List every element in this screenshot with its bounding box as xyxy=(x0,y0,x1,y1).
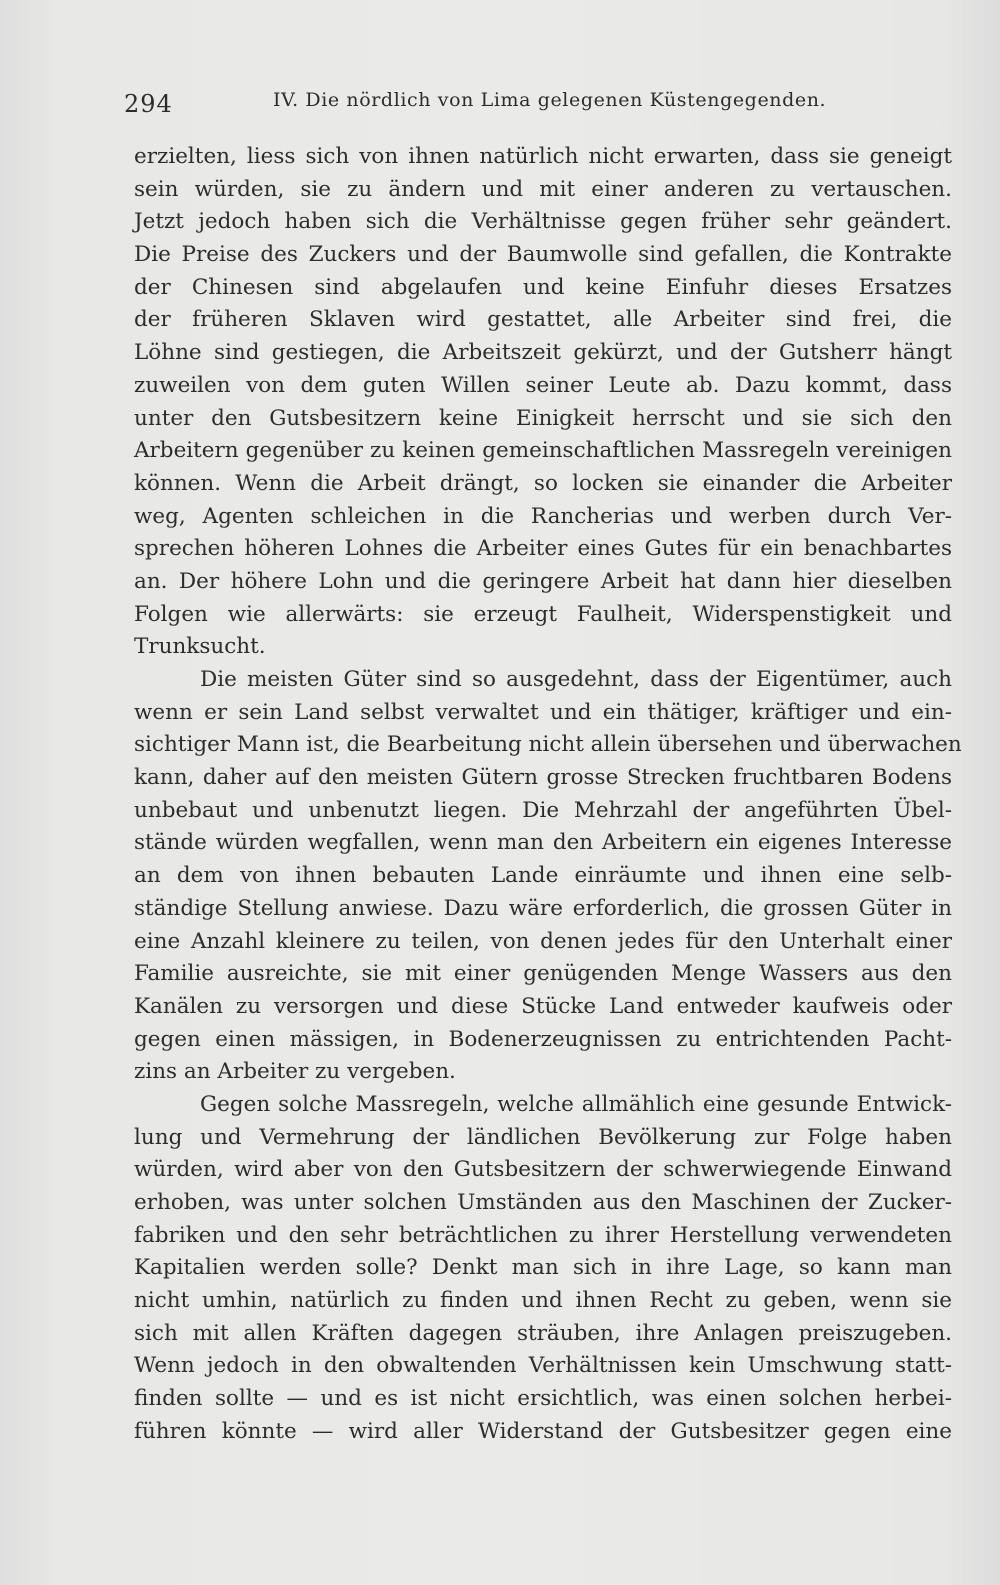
text-line: würden, wird aber von den Gutsbesitzern der schwerwiegende Einwand xyxy=(134,1157,952,1183)
paragraph-first-line: Gegen solche Massregeln, welche allmählich eine gesunde Entwick- xyxy=(200,1091,952,1117)
text-line: sichtiger Mann ist, die Bearbeitung nicht allein übersehen und überwachen xyxy=(134,732,962,758)
text-line: zuweilen von dem guten Willen seiner Leute ab. Dazu kommt, dass xyxy=(134,372,952,398)
text-line: erzielten, liess sich von ihnen natürlich nicht erwarten, dass sie geneigt xyxy=(134,144,952,169)
text-line: führen könnte — wird aller Widerstand der Gutsbesitzer gegen eine xyxy=(134,1418,952,1444)
page-header xyxy=(0,0,1000,140)
running-head: IV. Die nördlich von Lima gelegenen Küstengegenden. xyxy=(273,89,827,111)
text-line: an. Der höhere Lohn und die geringere Arbeit hat dann hier dieselben xyxy=(134,568,952,594)
text-line: Familie ausreichte, sie mit einer genügenden Menge Wassers aus den xyxy=(134,961,952,987)
text-line: an dem von ihnen bebauten Lande einräumte und ihnen eine selb- xyxy=(134,863,952,889)
text-line: sein würden, sie zu ändern und mit einer anderen zu vertauschen. xyxy=(134,176,952,202)
text-line: stände würden wegfallen, wenn man den Arbeitern ein eigenes Interesse xyxy=(134,830,952,856)
text-line: unter den Gutsbesitzern keine Einigkeit herrscht und sie sich den xyxy=(134,405,952,431)
text-line: nicht umhin, natürlich zu finden und ihnen Recht zu geben, wenn sie xyxy=(134,1288,952,1314)
text-line: gegen einen mässigen, in Bodenerzeugnissen zu entrichtenden Pacht- xyxy=(134,1026,952,1052)
text-line: ständige Stellung anwiese. Dazu wäre erforderlich, die grossen Güter in xyxy=(134,895,952,921)
text-line: wenn er sein Land selbst verwaltet und ein thätiger, kräftiger und ein- xyxy=(134,699,952,725)
text-line: weg, Agenten schleichen in die Rancherias und werben durch Ver- xyxy=(134,503,952,529)
page-number: 294 xyxy=(124,90,173,118)
text-line: Folgen wie allerwärts: sie erzeugt Faulheit, Widerspenstigkeit und xyxy=(134,601,952,627)
text-line: können. Wenn die Arbeit drängt, so locken sie einander die Arbeiter xyxy=(134,470,952,496)
text-line: erhoben, was unter solchen Umständen aus den Maschinen der Zucker- xyxy=(134,1190,952,1215)
text-line: eine Anzahl kleinere zu teilen, von denen jedes für den Unterhalt einer xyxy=(134,928,952,954)
text-line: Löhne sind gestiegen, die Arbeitszeit gekürzt, und der Gutsherr hängt xyxy=(134,340,952,366)
text-line: Kapitalien werden solle? Denkt man sich in ihre Lage, so kann man xyxy=(134,1255,952,1281)
text-line: zins an Arbeiter zu vergeben. xyxy=(134,1059,456,1085)
text-line: Die Preise des Zuckers und der Baumwolle sind gefallen, die Kontrakte xyxy=(134,242,952,268)
body-text xyxy=(134,141,962,1449)
text-line: der Chinesen sind abgelaufen und keine Einfuhr dieses Ersatzes xyxy=(134,274,952,300)
text-line: finden sollte — und es ist nicht ersichtlich, was einen solchen herbei- xyxy=(134,1386,952,1412)
text-line: unbebaut und unbenutzt liegen. Die Mehrzahl der angeführten Übel- xyxy=(134,797,952,823)
text-line: Jetzt jedoch haben sich die Verhältnisse gegen früher sehr geändert. xyxy=(134,209,952,235)
text-line: Trunksucht. xyxy=(134,634,266,660)
text-line: lung und Vermehrung der ländlichen Bevölkerung zur Folge haben xyxy=(134,1124,952,1150)
text-line: sich mit allen Kräften dagegen sträuben, ihre Anlagen preiszugeben. xyxy=(134,1320,952,1346)
text-line: Kanälen zu versorgen und diese Stücke Land entweder kaufweis oder xyxy=(134,993,952,1019)
text-line: sprechen höheren Lohnes die Arbeiter eines Gutes für ein benachbartes xyxy=(134,536,952,562)
text-line: Wenn jedoch in den obwaltenden Verhältnissen kein Umschwung statt- xyxy=(134,1353,952,1379)
text-line: kann, daher auf den meisten Gütern grosse Strecken fruchtbaren Bodens xyxy=(134,765,952,791)
text-line: Arbeitern gegenüber zu keinen gemeinschaftlichen Massregeln vereinigen xyxy=(134,438,952,464)
text-line: der früheren Sklaven wird gestattet, alle Arbeiter sind frei, die xyxy=(134,307,952,333)
paragraph-first-line: Die meisten Güter sind so ausgedehnt, dass der Eigentümer, auch xyxy=(200,667,952,692)
text-line: fabriken und den sehr beträchtlichen zu ihrer Herstellung verwendeten xyxy=(134,1222,952,1248)
